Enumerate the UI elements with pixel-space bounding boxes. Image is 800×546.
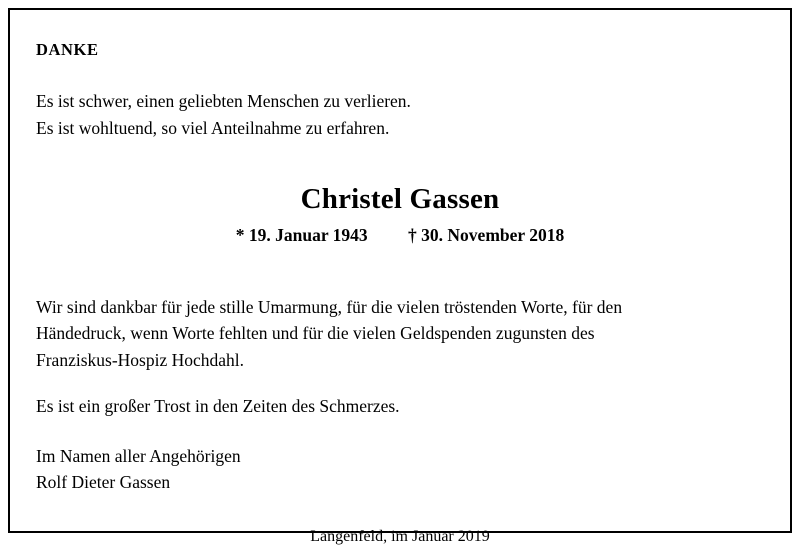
deceased-block — [36, 183, 764, 246]
birth-date: 19. Januar 1943 — [248, 225, 368, 246]
intro-line-1: Es ist schwer, einen geliebten Menschen zu verlieren. — [36, 91, 411, 111]
intro-paragraph — [36, 88, 764, 141]
cross-icon: † — [408, 225, 417, 246]
thanks-paragraph — [36, 294, 764, 373]
obituary-card — [8, 8, 792, 545]
death-date-group — [408, 225, 564, 245]
thanks-line-2: Händedruck, wenn Worte fehlten und für die vielen Geldspenden zugunsten des — [36, 323, 595, 344]
comfort-line: Es ist ein großer Trost in den Zeiten des Schmerzes. — [36, 395, 400, 416]
intro-line-2: Es ist wohltuend, so viel Anteilnahme zu erfahren. — [36, 117, 390, 138]
deceased-name: Christel Gassen — [300, 183, 500, 216]
birth-star-icon: * — [235, 225, 245, 246]
signature-block — [36, 443, 764, 496]
signature-line-2: Rolf Dieter Gassen — [36, 472, 171, 493]
birth-date-group — [236, 225, 372, 245]
comfort-paragraph — [36, 393, 764, 419]
signature-line-1: Im Namen aller Angehörigen — [36, 446, 241, 467]
life-dates — [36, 225, 764, 246]
thanks-line-3: Franziskus-Hospiz Hochdahl. — [36, 349, 245, 370]
body-text — [36, 294, 764, 419]
death-date: 30. November 2018 — [421, 225, 565, 246]
thanks-line-1: Wir sind dankbar für jede stille Umarmung, für die vielen tröstenden Worte, für den — [36, 297, 623, 318]
obituary-content — [10, 10, 790, 545]
place-and-date: Langenfeld, im Januar 2019 — [310, 527, 490, 545]
thank-you-heading: DANKE — [36, 40, 99, 59]
